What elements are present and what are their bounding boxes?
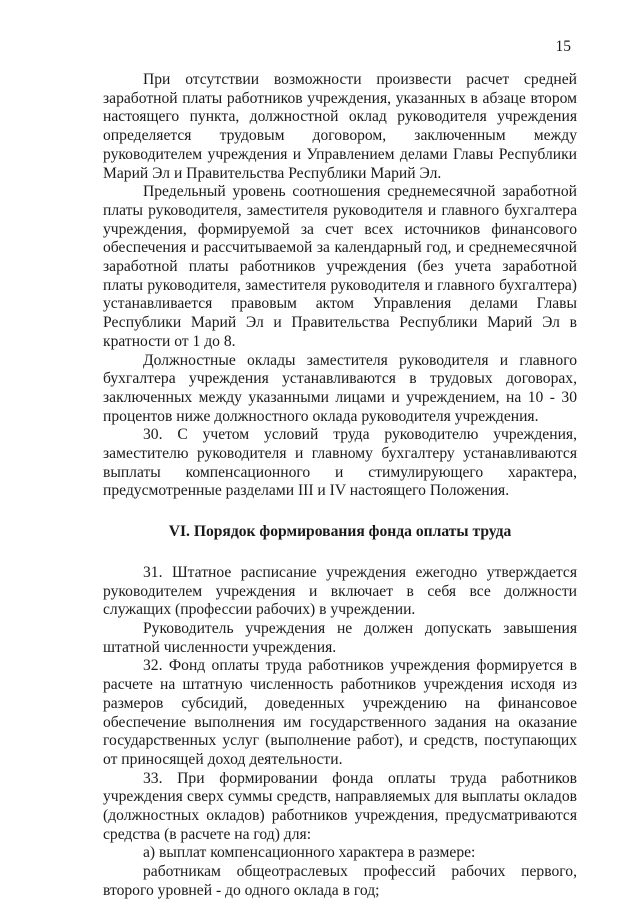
paragraph: 33. При формировании фонда оплаты труда работников учреждения сверх суммы средств, направляемых для выплаты окладов (должностных окладов) работников учреждения, предусматриваются средства (в расчете на год) для: <box>103 769 577 843</box>
paragraph: а) выплат компенсационного характера в размере: <box>143 844 476 862</box>
paragraph: работникам общеотраслевых профессий рабочих первого, второго уровней - до одного оклада в год; <box>103 863 577 899</box>
paragraph: Предельный уровень соотношения среднемесячной заработной платы руководителя, заместителя руководителя и главного бухгалтера учреждения, формируемой за счет всех источников финансового обеспечения и рассчитываемой за календарный год, и среднемесячной заработной платы работников учреждения (без учета заработной платы руководителя, заместителя руководителя и главного бухгалтера) устанавливается правовым актом Управления делами Главы Республики Марий Эл и Правительства Республики Марий Эл в кратности от 1 до 8. <box>103 183 577 350</box>
paragraph: 32. Фонд оплаты труда работников учреждения формируется в расчете на штатную численность работников учреждения исходя из размеров субсидий, доведенных учреждению на финансовое обеспечение выполнения им государственного задания на оказание государственных услуг (выполнение работ), и средств, поступающих от приносящей доход деятельности. <box>103 657 577 768</box>
document-body <box>103 71 577 901</box>
paragraph: Должностные оклады заместителя руководителя и главного бухгалтера учреждения устанавливаются в трудовых договорах, заключенных между указанными лицами и учреждением, на 10 - 30 процентов ниже должностного оклада руководителя учреждения. <box>103 351 577 425</box>
section-heading: VI. Порядок формирования фонда оплаты труда <box>168 523 512 541</box>
paragraph: 31. Штатное расписание учреждения ежегодно утверждается руководителем учреждения и включает в себя все должности служащих (профессии рабочих) в учреждении. <box>103 563 577 619</box>
paragraph: Руководитель учреждения не должен допускать завышения штатной численности учреждения. <box>103 619 577 656</box>
paragraph: При отсутствии возможности произвести расчет средней заработной платы работников учреждения, указанных в абзаце втором настоящего пункта, должностной оклад руководителя учреждения определяется трудовым договором, заключенным между руководителем учреждения и Управлением делами Главы Республики Марий Эл и Правительства Республики Марий Эл. <box>103 71 577 182</box>
paragraph: 30. С учетом условий труда руководителю учреждения, заместителю руководителя и главному бухгалтеру устанавливаются выплаты компенсационного и стимулирующего характера, предусмотренные разделами III и IV настоящего Положения. <box>103 426 577 500</box>
page-number: 15 <box>555 38 571 55</box>
